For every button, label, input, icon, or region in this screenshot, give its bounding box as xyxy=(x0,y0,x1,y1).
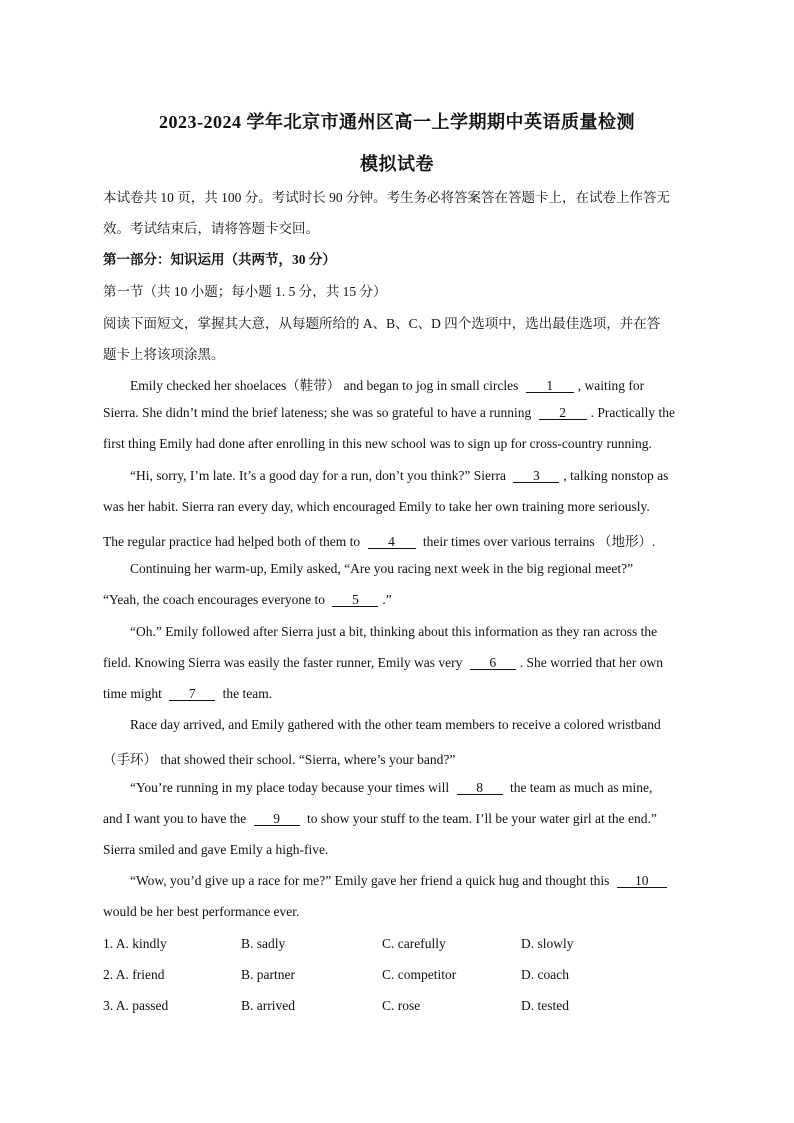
instructions-line-1: 本试卷共 10 页，共 100 分。考试时长 90 分钟。考生务必将答案答在答题卡上，在试卷上作答无 xyxy=(103,190,670,205)
passage-line xyxy=(103,592,392,608)
option-d: D. coach xyxy=(521,967,569,982)
part-heading: 第一部分：知识运用（共两节，30 分） xyxy=(103,252,336,267)
passage-line: would be her best performance ever. xyxy=(103,904,300,919)
passage-line: Sierra smiled and gave Emily a high-five. xyxy=(103,842,329,857)
blank-1: 1 xyxy=(526,379,574,393)
passage-text: their times over various terrains （地形）. xyxy=(422,534,656,549)
passage-line: was her habit. Sierra ran every day, which encouraged Emily to take her own training more seriously. xyxy=(103,499,650,514)
passage-text: .” xyxy=(382,592,392,607)
passage-text: . She worried that her own xyxy=(519,655,663,670)
option-d: D. slowly xyxy=(521,936,574,951)
passage-text: “You’re running in my place today because your times will xyxy=(130,780,450,795)
passage-text: field. Knowing Sierra was easily the faster runner, Emily was very xyxy=(103,655,463,670)
passage-line: （手环） that showed their school. “Sierra, where’s your band?” xyxy=(103,752,456,767)
option-b: B. partner xyxy=(241,967,295,982)
passage-line xyxy=(103,655,663,671)
passage-text: “Wow, you’d give up a race for me?” Emily gave her friend a quick hug and thought this xyxy=(130,873,610,888)
passage-line: Race day arrived, and Emily gathered with the other team members to receive a colored wristband xyxy=(130,717,661,732)
blank-3: 3 xyxy=(513,469,559,483)
passage-text: Sierra. She didn’t mind the brief lateness; she was so grateful to have a running xyxy=(103,405,532,420)
blank-5: 5 xyxy=(332,593,378,607)
passage-text: time might xyxy=(103,686,162,701)
passage-line xyxy=(103,405,675,421)
option-c: C. rose xyxy=(382,998,421,1013)
passage-line xyxy=(130,468,668,484)
option-a: 1. A. kindly xyxy=(103,936,167,951)
blank-8: 8 xyxy=(457,781,503,795)
passage-line: first thing Emily had done after enrolling in this new school was to sign up for cross-country running. xyxy=(103,436,652,451)
passage-line: Continuing her warm-up, Emily asked, “Are you racing next week in the big regional meet?” xyxy=(130,561,634,576)
passage-text: . Practically the xyxy=(590,405,675,420)
option-c: C. competitor xyxy=(382,967,457,982)
blank-10: 10 xyxy=(617,874,667,888)
blank-7: 7 xyxy=(169,687,215,701)
blank-6: 6 xyxy=(470,656,516,670)
option-a: 2. A. friend xyxy=(103,967,165,982)
section-heading: 第一节（共 10 小题；每小题 1. 5 分，共 15 分） xyxy=(103,284,387,299)
option-d: D. tested xyxy=(521,998,569,1013)
passage-text: Emily checked her shoelaces（鞋带） and began to jog in small circles xyxy=(130,378,519,393)
passage-line xyxy=(130,374,644,394)
passage-text: The regular practice had helped both of them to xyxy=(103,534,361,549)
passage-text: to show your stuff to the team. I’ll be your water girl at the end.” xyxy=(306,811,657,826)
blank-2: 2 xyxy=(539,406,587,420)
passage-line xyxy=(103,530,655,550)
passage-text: the team as much as mine, xyxy=(509,780,653,795)
option-b: B. sadly xyxy=(241,936,286,951)
directions-line-1: 阅读下面短文，掌握其大意，从每题所给的 A、B、C、D 四个选项中，选出最佳选项，并在答 xyxy=(103,316,661,331)
option-b: B. arrived xyxy=(241,998,295,1013)
passage-line xyxy=(130,780,652,796)
blank-9: 9 xyxy=(254,812,300,826)
option-c: C. carefully xyxy=(382,936,446,951)
passage-text: and I want you to have the xyxy=(103,811,247,826)
passage-text: “Hi, sorry, I’m late. It’s a good day for a run, don’t you think?” Sierra xyxy=(130,468,507,483)
page-subtitle: 模拟试卷 xyxy=(360,154,434,174)
passage-line xyxy=(103,686,272,702)
instructions-line-2: 效。考试结束后，请将答题卡交回。 xyxy=(103,221,319,236)
passage-line: “Oh.” Emily followed after Sierra just a bit, thinking about this information as they ran across the xyxy=(130,624,658,639)
blank-4: 4 xyxy=(368,535,416,549)
passage-text: , talking nonstop as xyxy=(563,468,669,483)
option-a: 3. A. passed xyxy=(103,998,169,1013)
passage-text: the team. xyxy=(222,686,273,701)
page-title: 2023-2024 学年北京市通州区高一上学期期中英语质量检测 xyxy=(159,112,635,132)
passage-text: , waiting for xyxy=(577,378,645,393)
passage-text: “Yeah, the coach encourages everyone to xyxy=(103,592,326,607)
passage-line xyxy=(103,811,657,827)
directions-line-2: 题卡上将该项涂黑。 xyxy=(103,347,225,362)
passage-line xyxy=(130,873,671,889)
